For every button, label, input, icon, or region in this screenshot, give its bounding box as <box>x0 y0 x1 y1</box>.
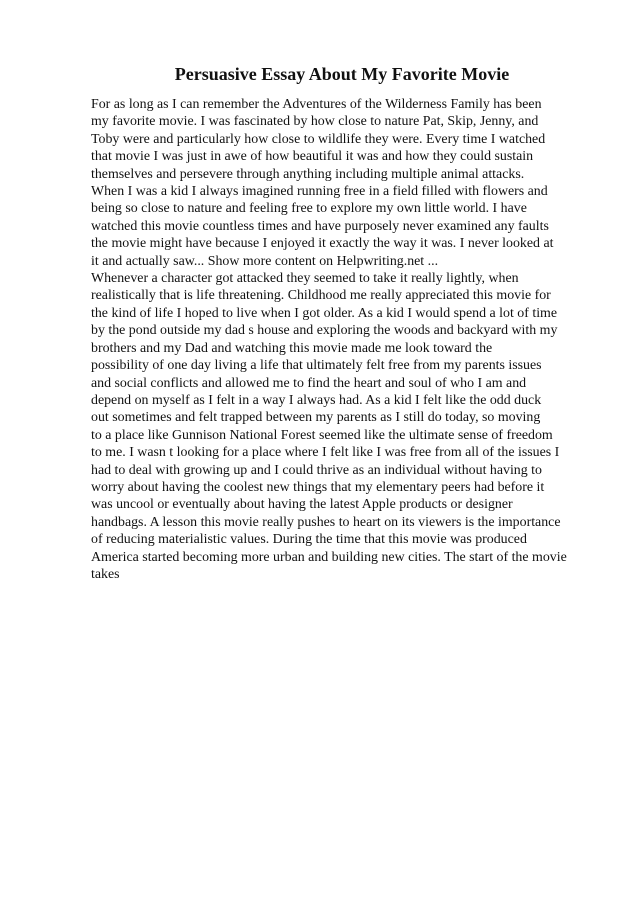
essay-line: depend on myself as I felt in a way I always had. As a kid I felt like the odd duck <box>91 392 542 408</box>
essay-line: my favorite movie. I was fascinated by how close to nature Pat, Skip, Jenny, and <box>91 114 539 130</box>
essay-line: out sometimes and felt trapped between my parents as I still do today, so moving <box>91 410 541 426</box>
essay-body <box>91 96 631 583</box>
essay-line: worry about having the coolest new things that my elementary peers had before it <box>91 479 545 495</box>
essay-line: takes <box>91 566 120 582</box>
essay-line: Whenever a character got attacked they seemed to take it really lightly, when <box>91 271 519 287</box>
essay-line: America started becoming more urban and building new cities. The start of the movie <box>91 549 567 565</box>
essay-line: Toby were and particularly how close to wildlife they were. Every time I watched <box>91 131 546 147</box>
essay-line: by the pond outside my dad s house and exploring the woods and backyard with my <box>91 323 558 339</box>
essay-line: themselves and persevere through anything including multiple animal attacks. <box>91 166 525 182</box>
essay-line: that movie I was just in awe of how beautiful it was and how they could sustain <box>91 149 534 165</box>
essay-line: the movie might have because I enjoyed it exactly the way it was. I never looked at <box>91 236 554 252</box>
essay-line: brothers and my Dad and watching this movie made me look toward the <box>91 340 493 356</box>
essay-line: realistically that is life threatening. Childhood me really appreciated this movie for <box>91 288 551 304</box>
document-title: Persuasive Essay About My Favorite Movie <box>174 64 510 84</box>
essay-line: to me. I wasn t looking for a place where I felt like I was free from all of the issues I <box>91 445 560 461</box>
essay-line: watched this movie countless times and have purposely never examined any faults <box>91 218 549 234</box>
essay-line: of reducing materialistic values. During the time that this movie was produced <box>91 532 527 548</box>
essay-line: handbags. A lesson this movie really pushes to heart on its viewers is the importance <box>91 514 561 530</box>
essay-line: the kind of life I hoped to live when I got older. As a kid I would spend a lot of time <box>91 305 558 321</box>
essay-line: had to deal with growing up and I could thrive as an individual without having to <box>91 462 542 478</box>
essay-line: it and actually saw... Show more content on Helpwriting.net ... <box>91 253 439 269</box>
essay-line: to a place like Gunnison National Forest seemed like the ultimate sense of freedom <box>91 427 553 443</box>
essay-line: possibility of one day living a life that ultimately felt free from my parents issues <box>91 358 542 374</box>
essay-line: was uncool or eventually about having the latest Apple products or designer <box>91 497 513 513</box>
essay-line: When I was a kid I always imagined running free in a field filled with flowers and <box>91 184 548 200</box>
essay-line: being so close to nature and feeling free to explore my own little world. I have <box>91 201 527 217</box>
essay-line: For as long as I can remember the Adventures of the Wilderness Family has been <box>91 97 542 112</box>
essay-line: and social conflicts and allowed me to find the heart and soul of who I am and <box>91 375 527 391</box>
